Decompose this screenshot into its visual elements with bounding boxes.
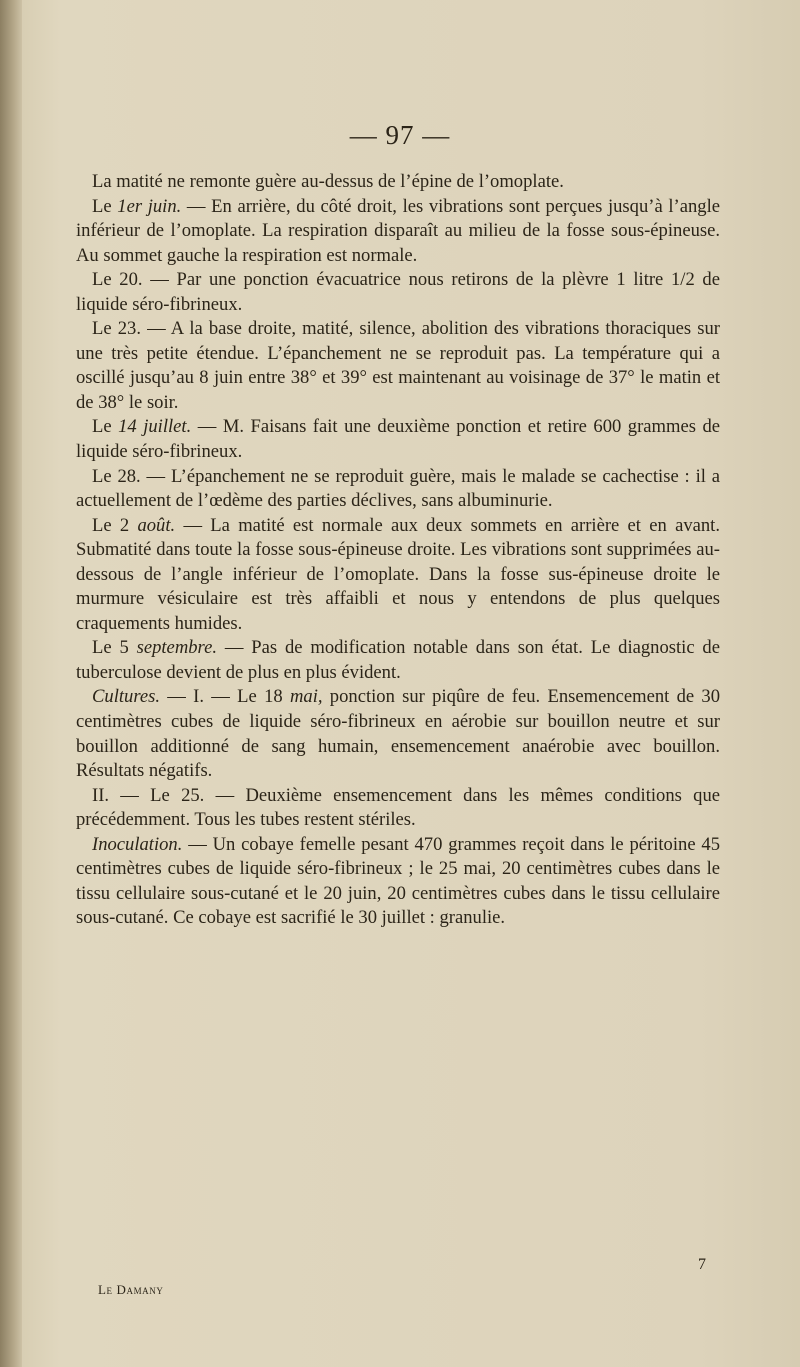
text-run: — M. Faisans fait une deuxième ponction et retire 600 grammes de liquide séro-fibrineux. [76, 416, 720, 463]
text-run: — En arrière, du côté droit, les vibrations sont perçues jusqu’à l’angle inférieur de l’omoplate. La respiration disparaît au milieu de la fosse sous-épineuse. Au sommet gauche la respiration est normale. [76, 195, 720, 266]
paragraph [76, 317, 720, 415]
text-run: Le 23. — A la base droite, matité, silence, abolition des vibrations thoraciques sur une très petite étendue. L’épanchement ne se reproduit pas. La température qui a oscillé jusqu’au 8 juin entre 38° et 39° est maintenant au voisinage de 37° le matin et de 38° le soir. [76, 318, 720, 413]
italic-text: 14 juillet. [118, 416, 192, 438]
text-run: Le 28. — L’épanchement ne se reproduit guère, mais le malade se cachectise : il a actuellement de l’œdème des parties déclives, sans albuminurie. [76, 465, 720, 512]
text-run: La matité ne remonte guère au-dessus de l’épine de l’omoplate. [92, 171, 564, 192]
text-run: — I. — Le 18 [160, 686, 290, 708]
text-run: Le [92, 416, 119, 438]
paragraph [76, 170, 720, 195]
signature-mark: 7 [698, 1256, 706, 1273]
book-spine-shadow [0, 0, 22, 1367]
text-run: Le 5 [92, 637, 137, 659]
italic-text: Inoculation. [92, 833, 183, 855]
page-number: — 97 — [349, 120, 451, 150]
signature: Le Damany [98, 1282, 164, 1297]
text-run: — Pas de modification notable dans son état. Le diagnostic de tuberculose devient de plus en plus évident. [76, 637, 720, 683]
paragraph [76, 685, 720, 783]
italic-text: mai, [289, 686, 323, 708]
text-run: — Un cobaye femelle pesant 470 grammes reçoit dans le péritoine 45 centimètres cubes de liquide séro-fibrineux ; le 25 mai, 20 centimètres cubes dans le tissu cellulaire sous-cutané et le 20 juin, 20 centimètres cubes dans le tissu cellulaire sous-cutané. Ce cobaye est sacrifié le 30 juillet : granulie. [76, 833, 720, 929]
italic-text: août. [137, 514, 176, 536]
text-run: Le 20. — Par une ponction évacuatrice nous retirons de la plèvre 1 litre 1/2 de liquide séro-fibrineux. [76, 269, 720, 315]
italic-text: Cultures. [92, 686, 161, 708]
text-run: Le [92, 195, 118, 217]
paragraph [76, 465, 720, 514]
paragraph [76, 195, 720, 269]
paragraph [76, 636, 720, 685]
italic-text: septembre. [136, 637, 217, 659]
text-run: — La matité est normale aux deux sommets en arrière et en avant. Submatité dans toute la fosse sous-épineuse droite. Les vibrations sont supprimées au-dessous de l’angle inférieur de l’omoplate. Dans la fosse sus-épineuse droite le murmure vésiculaire est très affaibli et nous y entendons de plus quelques craquements humides. [76, 514, 720, 634]
text-run: Le 2 [92, 514, 138, 536]
body-text [76, 170, 720, 931]
paragraph [76, 833, 720, 931]
paragraph [76, 784, 720, 833]
paragraph [76, 268, 720, 317]
text-run: ponction sur piqûre de feu. Ensemencement de 30 centimètres cubes de liquide séro-fibrineux en aérobie sur bouillon neutre et sur bouillon additionné de sang humain, ensemencement anaérobie avec bouillon. Résultats négatifs. [76, 686, 721, 782]
italic-text: 1er juin. [117, 195, 182, 217]
text-run: II. — Le 25. — Deuxième ensemencement dans les mêmes conditions que précédemment. Tous les tubes restent stériles. [76, 784, 720, 831]
paragraph [76, 514, 720, 637]
paragraph [76, 415, 720, 464]
